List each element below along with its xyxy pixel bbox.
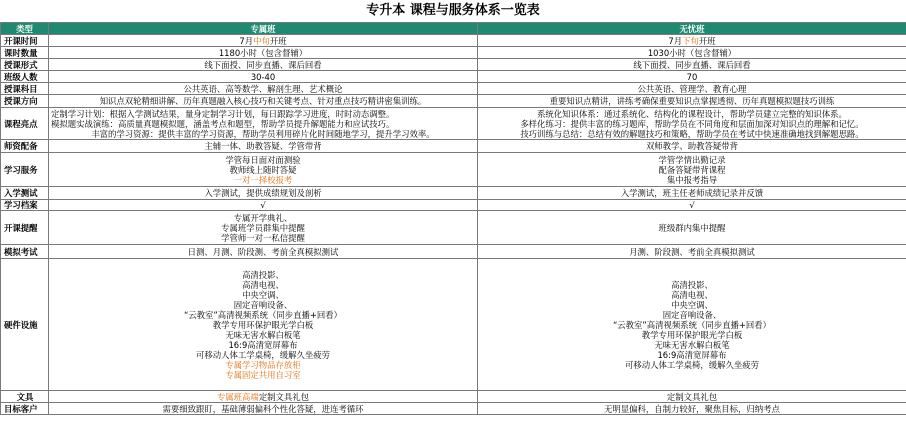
row-tixing — [1, 211, 906, 245]
row-kehu — [1, 403, 906, 415]
header-zhuanshu: 专属班 — [49, 23, 478, 35]
cell-zhuanshu — [49, 153, 478, 187]
cell-wuyou: 双师教学、助教答疑带背 — [478, 140, 906, 153]
row-moni — [1, 245, 906, 259]
text-line: 学管学情出勤记录 — [658, 154, 726, 165]
text-line: 固定音响设备、 — [662, 309, 722, 320]
row-kemu — [1, 83, 906, 95]
cell-zhuanshu: 日测、月测、阶段测、考前全真模拟测试 — [49, 245, 478, 259]
highlight-text: 中旬 — [253, 35, 270, 46]
text-line: 学管每日面对面测验 — [225, 154, 301, 165]
text-line: 无味无害水解白板笔 — [225, 329, 301, 340]
text-line: 专属班学员群集中提醒 — [221, 222, 305, 233]
text-line: 高清投影、 — [671, 279, 713, 290]
text-line: 配备答疑带背课程 — [658, 164, 726, 175]
row-label: 师资配备 — [1, 140, 49, 153]
text-line: 中央空调、 — [242, 289, 284, 300]
cell-zhuanshu: 公共英语、高等数学、解剖生理、艺术概论 — [49, 83, 478, 95]
header-type: 类型 — [1, 23, 49, 35]
row-label: 入学测试 — [1, 187, 49, 200]
text-line: 教师线上随时答疑 — [229, 164, 297, 175]
row-wenju — [1, 391, 906, 403]
cell-wuyou: 线下面授、同步直播、课后回看 — [478, 59, 906, 71]
cell-zhuanshu: 入学测试，提供成绩规划及剖析 — [49, 187, 478, 200]
text-line: 可移动人体工学桌椅，缓解久坐疲劳 — [196, 349, 330, 360]
text-line: 中央空调、 — [671, 299, 713, 310]
text-line: 16:9高清宽屏幕布 — [228, 339, 298, 350]
cell-wuyou: 定制文具礼包 — [478, 391, 906, 403]
page-title: 专升本 课程与服务体系一览表 — [366, 3, 540, 18]
text-line: 多样化练习：提供丰富的练习题库，帮助学员在不同角度和层面加深对知识点的理解和记忆。 — [520, 118, 864, 129]
row-kaixue — [1, 35, 906, 47]
row-label: 开课时间 — [1, 35, 49, 47]
text: 7月 — [668, 35, 683, 46]
row-shizi — [1, 140, 906, 153]
cell-wuyou: 公共英语、管理学、教育心理 — [478, 83, 906, 95]
header-wuyou: 无忧班 — [478, 23, 906, 35]
cell-wuyou — [478, 153, 906, 187]
text-line: “云教室”高清视频系统（同步直播+回看） — [183, 309, 343, 320]
row-label: 文具 — [1, 391, 49, 403]
text-line: 教学专用环保护眼光学白板 — [641, 329, 743, 340]
row-label: 课程亮点 — [1, 108, 49, 140]
text-line: 无味无害水解白板笔 — [654, 339, 730, 350]
cell-wuyou: 1030小时（包含督辅） — [478, 47, 906, 59]
row-renshu — [1, 71, 906, 83]
row-liangdian — [1, 108, 906, 140]
row-label: 班级人数 — [1, 71, 49, 83]
cell-wuyou: 无明显偏科，自制力较好，聚焦目标，归纳考点 — [478, 403, 906, 415]
cell-wuyou: 入学测试，班主任老师成绩记录并反馈 — [478, 187, 906, 200]
cell-wuyou — [478, 35, 906, 47]
row-label: 课时数量 — [1, 47, 49, 59]
cell-wuyou: 月测、阶段测、考前全真模拟测试 — [478, 245, 906, 259]
row-fangxiang — [1, 95, 906, 108]
text-line: 教学专用环保护眼光学白板 — [212, 319, 314, 330]
row-label: 模拟考试 — [1, 245, 49, 259]
text-line: 可移动人体工学桌椅，缓解久坐疲劳 — [625, 359, 759, 370]
highlight-text: 专属班高端 — [216, 391, 259, 402]
cell-wuyou: 重要知识点精讲，讲练考确保重要知识点掌握透彻、历年真题模拟题技巧训练 — [478, 95, 906, 108]
text-line: 专属开学典礼、 — [233, 212, 293, 223]
text-line: 高清电视、 — [242, 279, 284, 290]
row-xingshi — [1, 59, 906, 71]
text-line: 丰富的学习资源：提供丰富的学习资源，帮助学员利用碎片化时间随地学习，提升学习效率。 — [91, 128, 435, 139]
cell-zhuanshu: 知识点双轮精细讲解、历年真题融入核心技巧和关键考点、针对重点技巧精讲密集训练。 — [49, 95, 478, 108]
cell-zhuanshu: 需要细致跟盯，基础薄弱偏科个性化答疑，进连考循环 — [49, 403, 478, 415]
text-line: 定制学习计划：根据入学测试结果，量身定制学习计划，每日跟踪学习进度，时时动态调整。 — [51, 108, 395, 119]
row-label: 学习档案 — [1, 200, 49, 211]
cell-zhuanshu: 30-40 — [49, 71, 478, 83]
cell-zhuanshu: 线下面授、同步直播、课后回看 — [49, 59, 478, 71]
text-line: 系统化知识体系：通过系统化、结构化的课程设计，帮助学员建立完整的知识体系。 — [537, 108, 847, 119]
text-line: 技巧训练与总结：总结有效的解题技巧和策略，帮助学员在考试中快速准确地找到解题思路。 — [520, 128, 864, 139]
row-label: 授课科目 — [1, 83, 49, 95]
comparison-table — [0, 22, 906, 415]
cell-zhuanshu: 主辅一体、助教答疑、学管带背 — [49, 140, 478, 153]
text-line: 16:9高清宽屏幕布 — [657, 349, 727, 360]
row-sheshi — [1, 259, 906, 391]
highlight-text: 下旬 — [682, 35, 699, 46]
text: 7月 — [239, 35, 254, 46]
text-line: 固定音响设备、 — [233, 299, 293, 310]
row-label: 授课方向 — [1, 95, 49, 108]
row-label: 目标客户 — [1, 403, 49, 415]
row-label: 学习服务 — [1, 153, 49, 187]
cell-zhuanshu — [49, 391, 478, 403]
text-line: 高清电视、 — [671, 289, 713, 300]
row-dangan — [1, 200, 906, 211]
text: 开班 — [269, 35, 287, 46]
text: 开班 — [698, 35, 716, 46]
text-line: 模拟题实战演练：高质量真题模拟题，涵盖考点和题型，帮助学员提升解题能力和应试技巧。 — [51, 118, 395, 129]
cell-zhuanshu — [49, 35, 478, 47]
highlight-text: 专属固定共用自习室 — [225, 369, 301, 380]
cell-zhuanshu: √ — [49, 200, 478, 211]
row-label: 开课提醒 — [1, 211, 49, 245]
text-line: 学管师一对一私信提醒 — [221, 232, 305, 243]
cell-zhuanshu — [49, 211, 478, 245]
row-keshi — [1, 47, 906, 59]
text-line: 高清投影、 — [242, 269, 284, 280]
text: 定制文具礼包 — [258, 391, 310, 402]
row-label: 授课形式 — [1, 59, 49, 71]
cell-wuyou: √ — [478, 200, 906, 211]
cell-zhuanshu — [49, 259, 478, 391]
row-fuwu — [1, 153, 906, 187]
cell-zhuanshu: 1180小时（包含督辅） — [49, 47, 478, 59]
text-line: “云教室”高清视频系统（同步直播+回看） — [612, 319, 772, 330]
cell-wuyou: 班级群内集中提醒 — [478, 211, 906, 245]
highlight-text: 专属学习物品存放柜 — [225, 359, 301, 370]
row-ceshi — [1, 187, 906, 200]
text-line: 集中报考指导 — [666, 174, 718, 185]
cell-wuyou — [478, 259, 906, 391]
cell-zhuanshu — [49, 108, 478, 140]
cell-wuyou — [478, 108, 906, 140]
highlight-text: 一对一择校报考 — [233, 174, 293, 185]
header-row — [1, 23, 906, 35]
row-label: 硬件设施 — [1, 259, 49, 391]
cell-wuyou: 70 — [478, 71, 906, 83]
